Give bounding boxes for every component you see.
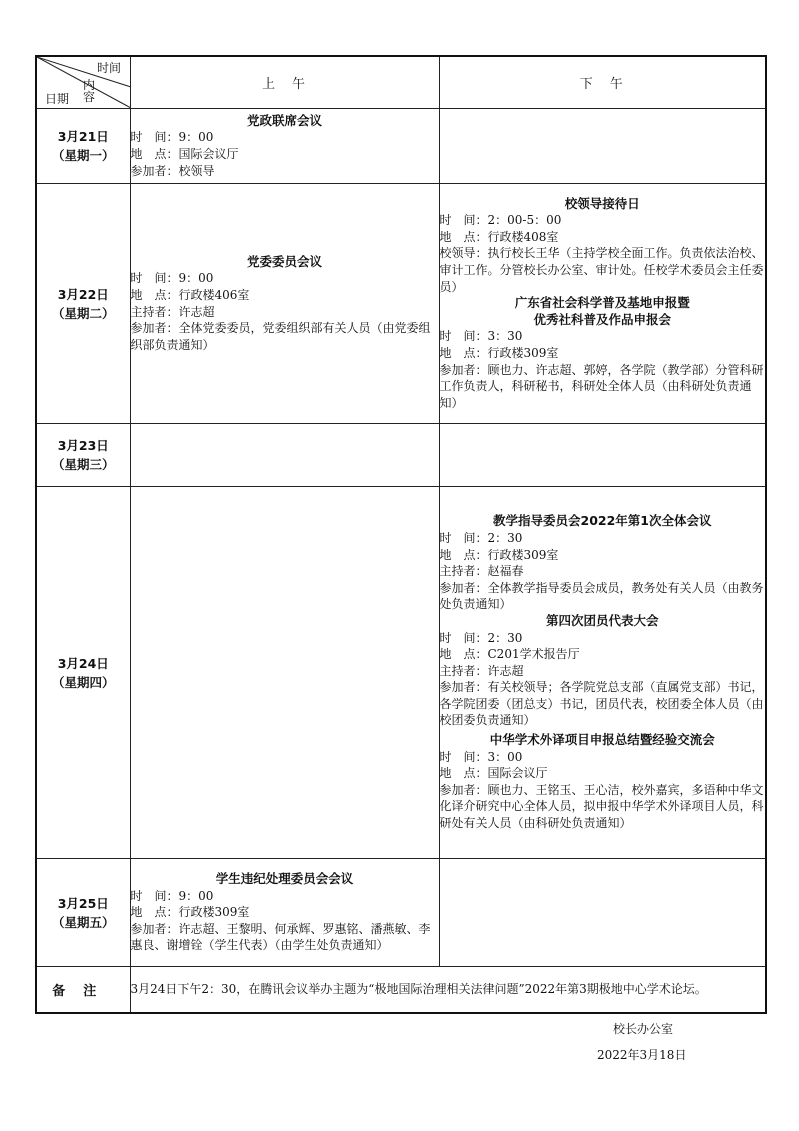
event-location: 地 点：国际会议厅 <box>439 766 548 781</box>
event-participants: 参加者：顾也力、许志超、郭婷，各学院（教学部）分管科研工作负责人，科研秘书，科研处全体人员（由科研处负责通知） <box>439 362 764 410</box>
weekday: （星期一） <box>51 148 115 163</box>
date-cell <box>36 424 130 487</box>
event-location: 地 点：C201学术报告厅 <box>439 647 580 662</box>
event-title: 中华学术外译项目申报总结暨经验交流会 <box>489 732 715 748</box>
event-host: 主持者：许志超 <box>439 663 524 678</box>
event-time: 时 间：9：00 <box>130 271 214 286</box>
event-time: 时 间：2：30 <box>439 530 523 545</box>
table-row <box>36 424 766 487</box>
diag-label-content: 内 容 <box>83 78 120 104</box>
afternoon-cell <box>439 109 766 184</box>
event-location: 地 点：行政楼406室 <box>130 287 250 302</box>
event-location: 地 点：国际会议厅 <box>130 147 239 161</box>
event-time: 时 间：9：00 <box>130 888 214 903</box>
diag-label-date: 日期 <box>45 92 70 106</box>
afternoon-cell <box>439 487 766 859</box>
date: 3月21日 <box>57 129 109 144</box>
morning-cell <box>130 487 439 859</box>
remarks-label: 备注 <box>36 967 130 1013</box>
date-cell <box>36 487 130 859</box>
event-leader: 校领导：执行校长王华（主持学校全面工作。负责依法治校、审计工作。分管校长办公室、审计处。任校学术委员会主任委员） <box>439 246 764 294</box>
date: 3月23日 <box>57 438 109 453</box>
event-title: 党委委员会议 <box>246 253 322 269</box>
date-cell <box>36 859 130 967</box>
event-title: 党政联席会议 <box>246 112 322 128</box>
event-participants: 参加者：全体党委委员，党委组织部有关人员（由党委组织部负责通知） <box>130 321 431 352</box>
weekday: （星期三） <box>51 457 115 472</box>
weekday: （星期二） <box>51 305 115 321</box>
event-time: 时 间：3：00 <box>439 749 523 764</box>
table-row <box>36 109 766 184</box>
event-location: 地 点：行政楼408室 <box>439 229 559 244</box>
event-time: 时 间：2：00-5：00 <box>439 213 562 228</box>
diag-label-time: 时间 <box>97 61 122 75</box>
event-location: 地 点：行政楼309室 <box>130 905 250 920</box>
event-title: 学生违纪处理委员会会议 <box>215 871 354 887</box>
remarks-row <box>36 967 766 1013</box>
event-participants: 参加者：顾也力、王铭玉、王心洁，校外嘉宾，多语种中华文化译介研究中心全体人员，拟申报中华学术外译项目人员，科研处有关人员（由科研处负责通知） <box>439 782 764 831</box>
header-row <box>36 56 766 109</box>
event-title: 教学指导委员会2022年第1次全体会议 <box>493 513 712 529</box>
date-cell <box>36 184 130 424</box>
event-participants: 参加者：有关校领导；各学院党总支部（直属党支部）书记，各学院团委（团总支）书记，团员代表，校团委全体人员（由校团委负责通知） <box>439 680 764 728</box>
event-participants: 参加者：全体教学指导委员会成员，教务处有关人员（由教务处负责通知） <box>439 580 764 612</box>
event-host: 主持者：赵福春 <box>439 564 524 579</box>
issuing-office: 校长办公室 <box>613 1022 674 1036</box>
weekday: （星期五） <box>51 914 115 930</box>
header-morning: 上 午 <box>130 56 439 109</box>
event-participants: 参加者：许志超、王黎明、何承辉、罗惠铭、潘燕敏、李惠良、谢增铨（学生代表）（由学生处负责通知） <box>130 921 431 953</box>
event-participants: 参加者：校领导 <box>130 163 215 178</box>
schedule-table <box>35 55 767 1014</box>
event-title-line2: 优秀社科普及作品申报会 <box>533 311 671 327</box>
event-location: 地 点：行政楼309室 <box>439 345 559 360</box>
table-row <box>36 859 766 967</box>
event-time: 时 间：2：30 <box>439 630 523 645</box>
date: 3月24日 <box>57 655 109 671</box>
afternoon-cell <box>439 424 766 487</box>
event-title: 第四次团员代表大会 <box>545 612 659 628</box>
event-time: 时 间：9：00 <box>130 130 214 145</box>
weekday: （星期四） <box>51 674 115 690</box>
morning-cell <box>130 424 439 487</box>
event-time: 时 间：3：30 <box>439 329 523 344</box>
afternoon-cell <box>439 184 766 424</box>
event-host: 主持者：许志超 <box>130 304 215 319</box>
remarks-text: 3月24日下午2：30，在腾讯会议举办主题为“极地国际治理相关法律问题”2022年第3期极地中心学术论坛。 <box>130 967 766 1013</box>
event-title: 校领导接待日 <box>564 195 640 211</box>
morning-cell <box>130 184 439 424</box>
morning-cell <box>130 109 439 184</box>
event-title: 广东省社会科学普及基地申报暨 <box>514 295 690 311</box>
issue-date: 2022年3月18日 <box>597 1048 687 1062</box>
table-row <box>36 487 766 859</box>
afternoon-cell <box>439 859 766 967</box>
morning-cell <box>130 859 439 967</box>
date: 3月22日 <box>57 286 109 302</box>
date: 3月25日 <box>57 895 109 911</box>
header-afternoon: 下 午 <box>439 56 766 109</box>
event-location: 地 点：行政楼309室 <box>439 547 559 562</box>
date-cell <box>36 109 130 184</box>
diagonal-header-cell <box>36 56 130 109</box>
table-row <box>36 184 766 424</box>
